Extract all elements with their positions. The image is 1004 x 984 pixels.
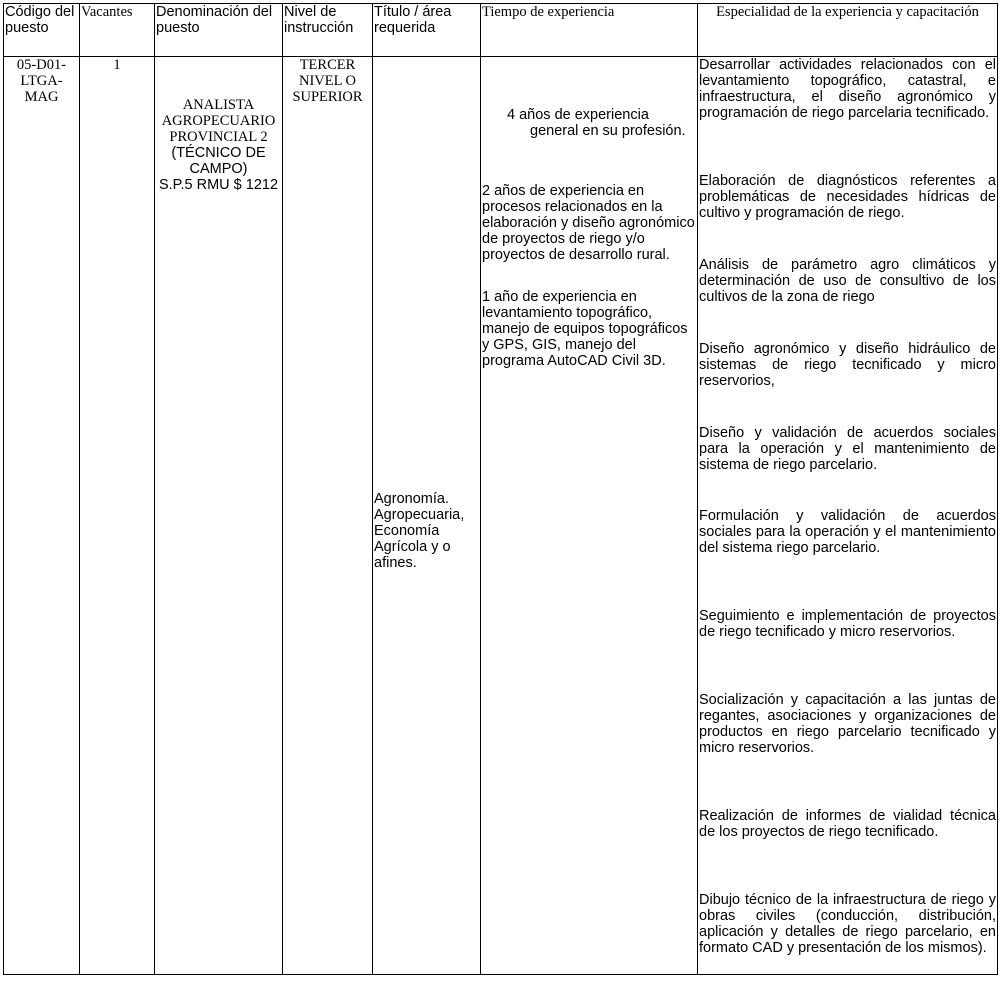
- especialidad-item: Seguimiento e implementación de proyectos de riego tecnificado y micro reservorios.: [699, 608, 996, 640]
- especialidad-item: Elaboración de diagnósticos referentes a problemáticas de necesidades hídricas de cultivo y programación de riego.: [699, 173, 996, 221]
- experiencia-item-general: 4 años de experiencia general en su profesión.: [507, 107, 686, 139]
- experiencia-item-topografia: 1 año de experiencia en levantamiento topográfico, manejo de equipos topográficos y GPS, GIS, manejo del programa AutoCAD Civil 3D.: [482, 289, 688, 369]
- especialidad-item: Análisis de parámetro agro climáticos y determinación de uso de consultivo de los cultivos de la zona de riego: [699, 257, 996, 305]
- especialidad-item: Desarrollar actividades relacionados con el levantamiento topográfico, catastral, e infraestructura, el diseño agronómico y programación de riego parcelaria tecnificado.: [699, 57, 996, 121]
- cell-vacantes: 1: [80, 57, 155, 975]
- header-titulo: Título / área requerida: [373, 4, 481, 57]
- cell-experiencia: [481, 57, 698, 975]
- experiencia-item-procesos: 2 años de experiencia en procesos relacionados en la elaboración y diseño agronómico de proyectos de riego y/o proyectos de desarrollo rural.: [482, 183, 695, 263]
- denominacion-rmu: S.P.5 RMU $ 1212: [158, 177, 279, 193]
- header-tiempo: Tiempo de experiencia: [481, 4, 698, 57]
- cell-titulo: Agronomía. Agropecuaria, Economía Agrícola y o afines.: [373, 57, 481, 975]
- cell-nivel: TERCER NIVEL O SUPERIOR: [283, 57, 373, 975]
- header-especialidad: Especialidad de la experiencia y capacitación: [698, 4, 998, 57]
- especialidad-item: Realización de informes de vialidad técnica de los proyectos de riego tecnificado.: [699, 808, 996, 840]
- cell-codigo: 05-D01-LTGA-MAG: [4, 57, 80, 975]
- header-row: [4, 4, 998, 57]
- especialidad-item: Diseño y validación de acuerdos sociales para la operación y el mantenimiento de sistema de riego parcelario.: [699, 425, 996, 473]
- header-vacantes: Vacantes: [80, 4, 155, 57]
- job-requirements-table: [3, 3, 998, 975]
- especialidad-item: Formulación y validación de acuerdos sociales para la operación y el mantenimiento del sistema riego parcelario.: [699, 508, 996, 556]
- denominacion-subtitle: (TÉCNICO DE CAMPO): [171, 145, 266, 177]
- header-denominacion: Denominación del puesto: [155, 4, 283, 57]
- especialidad-item: Dibujo técnico de la infraestructura de riego y obras civiles (conducción, distribución, aplicación y detalles de riego parcelario, en formato CAD y presentación de los mismos).: [699, 892, 996, 956]
- especialidad-item: Diseño agronómico y diseño hidráulico de sistemas de riego tecnificado y micro reservorios,: [699, 341, 996, 389]
- header-nivel: Nivel de instrucción: [283, 4, 373, 57]
- header-codigo: Código del puesto: [4, 4, 80, 57]
- denominacion-title: ANALISTA AGROPECUARIO PROVINCIAL 2: [161, 97, 276, 145]
- cell-denominacion: [155, 57, 283, 975]
- table-row: [4, 57, 998, 975]
- cell-especialidad: [698, 57, 998, 975]
- especialidad-item: Socialización y capacitación a las juntas de regantes, asociaciones y organizaciones de productos en riego parcelario tecnificado y micro reservorios.: [699, 692, 996, 756]
